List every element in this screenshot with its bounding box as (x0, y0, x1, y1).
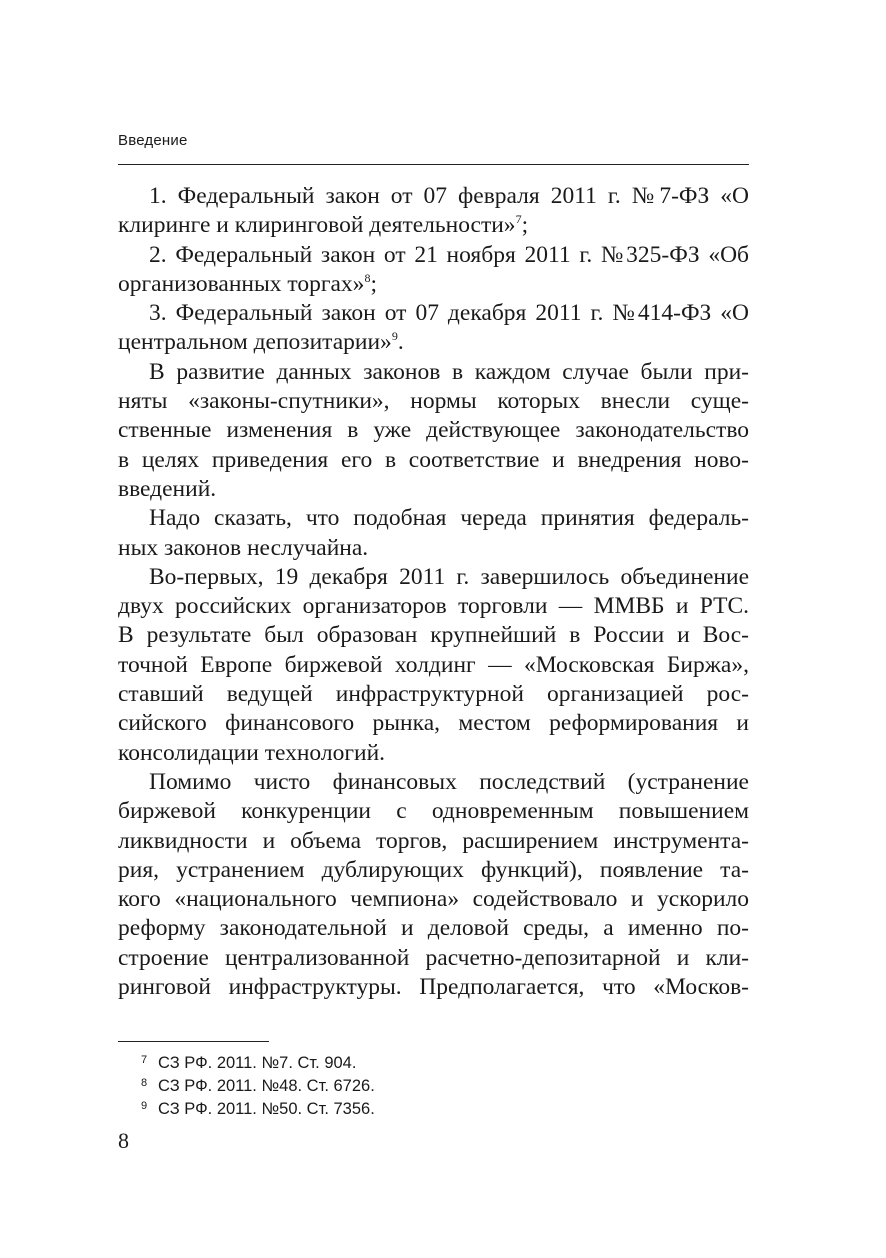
footnote-ref: 9 (391, 329, 398, 344)
footnote-ref: 8 (364, 271, 371, 286)
header-rule (118, 164, 749, 165)
text-line: Помимо чисто финансовых последствий (устранение (149, 768, 749, 795)
text-span: организованных торгах» (118, 270, 365, 297)
footnote (118, 1075, 749, 1098)
page-number: 8 (118, 1128, 129, 1153)
text-line: строение централизованной расчетно-депозитарной и кли- (118, 944, 749, 971)
text-line (118, 270, 749, 299)
text-line: 1. Федеральный закон от 07 февраля 2011 г. №7-ФЗ «О (149, 183, 749, 209)
footnote-rule (118, 1041, 269, 1042)
text-line: биржевой конкуренции с одновременным повышением (118, 798, 749, 825)
footnotes (118, 1052, 749, 1121)
text-line: Во-первых, 19 декабря 2011 г. завершилось объединение (149, 563, 749, 590)
text-line (118, 211, 749, 240)
text-line (118, 328, 749, 357)
text-line: В результате был образован крупнейший в России и Вос- (118, 622, 749, 649)
text-line: точной Европе биржевой холдинг — «Московская Биржа», (118, 651, 749, 678)
text-line: 2. Федеральный закон от 21 ноября 2011 г. №325-ФЗ «Об (149, 241, 749, 268)
text-line: ставший ведущей инфраструктурной организацией рос- (118, 681, 749, 708)
text-line: ринговой инфраструктуры. Предполагается, что «Москов- (118, 974, 749, 1001)
footnote-ref: 7 (515, 212, 522, 227)
punctuation: ; (370, 270, 377, 297)
paragraph (118, 358, 749, 504)
paragraph (118, 504, 749, 563)
text-line: введений. (118, 475, 217, 502)
text-span: центральном депозитарии» (118, 329, 392, 356)
text-line: консолидации технологий. (118, 739, 386, 766)
footnote-number: 9 (141, 1100, 148, 1112)
footnote (118, 1052, 749, 1075)
law-item (118, 299, 749, 358)
text-line: кого «национального чемпиона» содействовало и ускорило (118, 886, 749, 913)
text-line: двух российских организаторов торговли — ММВБ и РТС. (118, 593, 749, 620)
footnote-text: СЗ РФ. 2011. №7. Ст. 904. (158, 1054, 357, 1072)
text-line: Надо сказать, что подобная череда принятия федераль- (149, 505, 749, 532)
footnote-number: 8 (141, 1077, 148, 1089)
footnote (118, 1098, 749, 1121)
text-line: 3. Федеральный закон от 07 декабря 2011 г. №414-ФЗ «О (149, 300, 749, 327)
paragraph (118, 563, 749, 768)
body-text (118, 182, 749, 1002)
text-line: В развитие данных законов в каждом случае были при- (149, 358, 749, 385)
text-span: клиринге и клиринговой деятельности» (118, 212, 516, 239)
text-line: няты «законы-спутники», нормы которых внесли суще- (118, 388, 749, 415)
law-item (118, 241, 749, 300)
text-line: ных законов неслучайна. (118, 534, 369, 561)
text-line: реформу законодательной и деловой среды, а именно по- (118, 915, 749, 942)
text-line: сийского финансового рынка, местом реформирования и (118, 710, 749, 737)
punctuation: ; (521, 212, 529, 239)
footnote-number: 7 (141, 1054, 148, 1066)
paragraph (118, 768, 749, 1002)
footnote-text: СЗ РФ. 2011. №48. Ст. 6726. (158, 1077, 375, 1095)
running-head: Введение (118, 132, 188, 149)
text-line: ликвидности и объема торгов, расширением инструмента- (118, 827, 749, 854)
law-item (118, 182, 749, 241)
text-line: рия, устранением дублирующих функций), появление та- (118, 856, 749, 883)
footnote-text: СЗ РФ. 2011. №50. Ст. 7356. (158, 1100, 375, 1118)
text-line: в целях приведения его в соответствие и внедрения ново- (118, 446, 749, 473)
text-line: ственные изменения в уже действующее законодательство (118, 417, 749, 444)
punctuation: . (397, 329, 404, 356)
